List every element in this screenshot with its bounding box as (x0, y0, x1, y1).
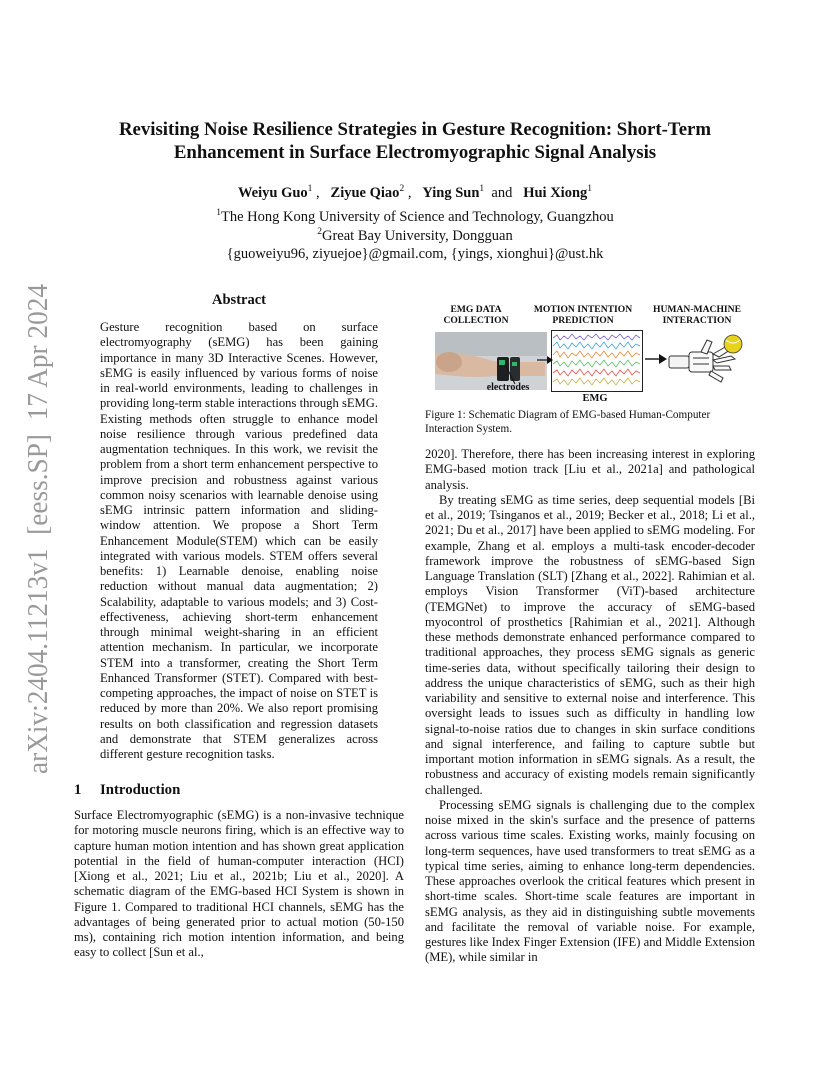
abstract-paragraph: Gesture recognition based on surface electromyography (sEMG) has been gaining importance in many 3D Interactive Scenes. However, sEMG is easily influenced by various forms of noise in real-world environments, leading to challenges in providing long-term stable interactions through sEMG. Existing methods often struggle to enhance model noise resilience through various predefined data augmentation techniques. In this work, we revisit the problem from a short term enhancement perspective to improve precision and robustness against various common noisy scenarios with learnable denoise using sEMG intrinsic pattern information and sliding-window attention. We propose a Short Term Enhancement Module(STEM) which can be easily integrated with various models. STEM offers several benefits: 1) Learnable denoise, enabling noise reduction without manual data augmentation; 2) Scalability, adaptable to various models; and 3) Cost-effectiveness, achieving short-term enhancement through minimal weight-sharing in an efficient attention mechanism. In particular, we incorporate STEM into a transformer, creating the Short Term Enhanced Transformer (STET). Compared with best-competing approaches, the impact of noise on STET is reduced by more than 20%. We also report promising results on both classification and regression datasets and demonstrate that STEM generalizes across different gesture recognition tasks. (100, 320, 378, 761)
figure-label-prediction: MOTION INTENTION PREDICTION (533, 304, 633, 326)
affiliation-mark: 1 (216, 208, 221, 218)
author-affiliation-mark: 1 (479, 184, 485, 194)
author-separator: , (312, 184, 327, 201)
author-separator: and (484, 184, 520, 201)
body-paragraph: 2020]. Therefore, there has been increasing interest in exploring EMG-based motion track [Liu et al., 2021a] and pathological analysis. (425, 447, 755, 492)
body-paragraph: Processing sEMG signals is challenging due to the complex noise mixed in the skin's surface and the presence of patterns across various time scales. Existing works, mainly focusing on long-term sequences, have used transformers to treat sEMG as a typical time series, aiming to enhance long-term dependencies. These approaches overlook the critical features which present in short-time scales. Short-time scale features are important in sEMG analysis, as they aid in distinguishing subtle movements and facilitate the removal of variable noise. For example, gestures like Index Finger Extension (IFE) and Middle Extension (ME), while similar in (425, 797, 755, 965)
figure-1 (425, 300, 755, 410)
author-emails: {guoweiyu96, ziyuejoe}@gmail.com, {yings, xionghui}@ust.hk (226, 246, 604, 262)
affiliation-2 (100, 222, 730, 246)
robotic-hand-icon (667, 330, 753, 390)
abstract-heading: Abstract (212, 292, 266, 308)
author-separator: , (404, 184, 419, 201)
author-name: Ying Sun (422, 184, 480, 201)
affiliation-mark: 2 (317, 227, 322, 237)
flow-arrow-icon (645, 352, 667, 366)
section-title: Introduction (100, 782, 181, 798)
abstract-text (100, 320, 378, 762)
author-affiliation-mark: 2 (399, 184, 405, 194)
section-number: 1 (74, 782, 82, 798)
author-list (100, 178, 730, 204)
figure-1-caption: Figure 1: Schematic Diagram of EMG-based Human-Computer Interaction System. (425, 409, 711, 435)
author-affiliation-mark: 1 (307, 184, 313, 194)
figure-label-collection: EMG DATA COLLECTION (443, 304, 509, 326)
introduction-text (74, 808, 404, 961)
right-column-text (425, 447, 755, 966)
affiliation-text: Great Bay University, Dongguan (322, 227, 513, 244)
author-name: Hui Xiong (523, 184, 588, 201)
arxiv-identifier-stamp (14, 282, 58, 782)
affiliation-text: The Hong Kong University of Science and Technology, Guangzhou (220, 208, 614, 225)
arxiv-identifier-text: arXiv:2404.11213v1 [eess.SP] 17 Apr 2024 (22, 282, 54, 774)
author-name: Ziyue Qiao (330, 184, 400, 201)
flow-arrow-icon (537, 354, 553, 366)
paper-title: Revisiting Noise Resilience Strategies in Gesture Recognition: Short-Term Enhancement in Surface Electromyographic Signal Analysis (118, 119, 712, 163)
figure-label-emg: EMG (582, 393, 608, 404)
body-paragraph: Surface Electromyographic (sEMG) is a non-invasive technique for motoring muscle neurons firing, which is an effective way to capture human motion intention and has shown great application potential in the field of human-computer interaction (HCI) [Xiong et al., 2021; Liu et al., 2021b; Liu et al., 2020]. A schematic diagram of the EMG-based HCI System is shown in Figure 1. Compared to traditional HCI channels, sEMG has the advantages of being generated prior to actual motion (50-150 ms), containing rich motion intention information, and being easy to collect [Sun et al., (74, 808, 404, 960)
author-name: Weiyu Guo (237, 184, 308, 201)
body-paragraph: By treating sEMG as time series, deep sequential models [Bi et al., 2019; Tsinganos et al., 2019; Becker et al., 2018; Li et al., 2021; Du et al., 2017] have been applied to sEMG modeling. For example, Zhang et al. employs a multi-task encoder-decoder framework improve the robustness of sEMG-based Sign Language Translation (SLT) [Zhang et al., 2022]. Rahimian et al. employs Vision Transformer (ViT)-based architecture (TEMGNet) to improve the accuracy of sEMG-based myocontrol of prosthetics [Rahimian et al., 2021]. Although these methods demonstrate enhanced performance compared to traditional approaches, they process sEMG signals as generic time-series data, without specifically tailoring their design to address the unique characteristics of sEMG, such as their high variability and sensitive to external noise and interference. This oversight leads to issues such as difficulty in handling low signal-to-noise ratios due to changes in skin surface conditions and signal interference, and failing to capture subtle but important motion information in sEMG signals. As a result, the robustness and accuracy of existing models remain significantly challenged. (425, 492, 755, 797)
author-affiliation-mark: 1 (587, 184, 593, 194)
emg-signal-plot (551, 330, 643, 392)
figure-label-interaction: HUMAN-MACHINE INTERACTION (653, 304, 741, 326)
figure-label-electrodes: electrodes (486, 382, 530, 393)
section-heading-introduction (74, 782, 180, 799)
